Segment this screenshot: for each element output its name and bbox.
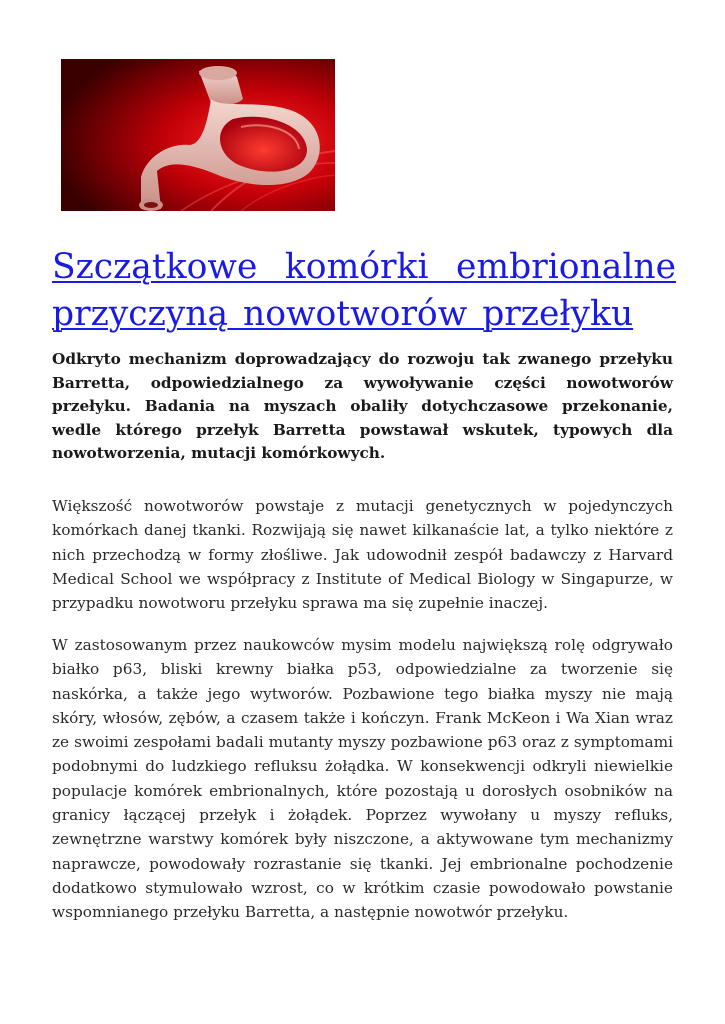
stomach-illustration (61, 59, 335, 211)
article-paragraph: W zastosowanym przez naukowców mysim modelu największą rolę odgrywało białko p63, bliski krewny białka p53, odpowiedzialne za tworzenie się naskórka, a także jego wytworów. Pozbawione tego białka myszy nie mają skóry, włosów, zębów, a czasem także i kończyn. Frank McKeon i Wa Xian wraz ze swoimi zespołami badali mutanty myszy pozbawione p63 oraz z symptomami podobnymi do ludzkiego refluksu żołądka. W konsekwencji odkryli niewielkie populacje komórek embrionalnych, które pozostają u dorosłych osobników na granicy łączącej przełyk i żołądek. Poprzez wywołany u myszy refluks, zewnętrzne warstwy komórek były niszczone, a aktywowane tym mechanizmy naprawcze, powodowały rozrastanie się tkanki. Jej embrionalne pochodzenie dodatkowo stymulowało wzrost, co w krótkim czasie powodowało powstanie wspomnianego przełyku Barretta, a następnie nowotwór przełyku. (52, 636, 673, 922)
article-lead: Odkryto mechanizm doprowadzający do rozwoju tak zwanego przełyku Barretta, odpowiedzialnego za wywoływanie części nowotworów przełyku. Badania na myszach obaliły dotychczasowe przekonanie, wedle którego przełyk Barretta powstawał wskutek, typowych dla nowotworzenia, mutacji komórkowych. (52, 350, 673, 462)
article-hero-image (61, 59, 335, 211)
article-title-link[interactable]: Szczątkowe komórki embrionalne przyczyną nowotworów przełyku (52, 247, 676, 334)
article-title (52, 244, 676, 338)
article-paragraph: Większość nowotworów powstaje z mutacji genetycznych w pojedynczych komórkach danej tkanki. Rozwijają się nawet kilkanaście lat, a tylko niektóre z nich przechodzą w formy złośliwe. Jak udowodnił zespół badawczy z Harvard Medical School we współpracy z Institute of Medical Biology w Singapurze, w przypadku nowotworu przełyku sprawa ma się zupełnie inaczej. (52, 497, 673, 613)
